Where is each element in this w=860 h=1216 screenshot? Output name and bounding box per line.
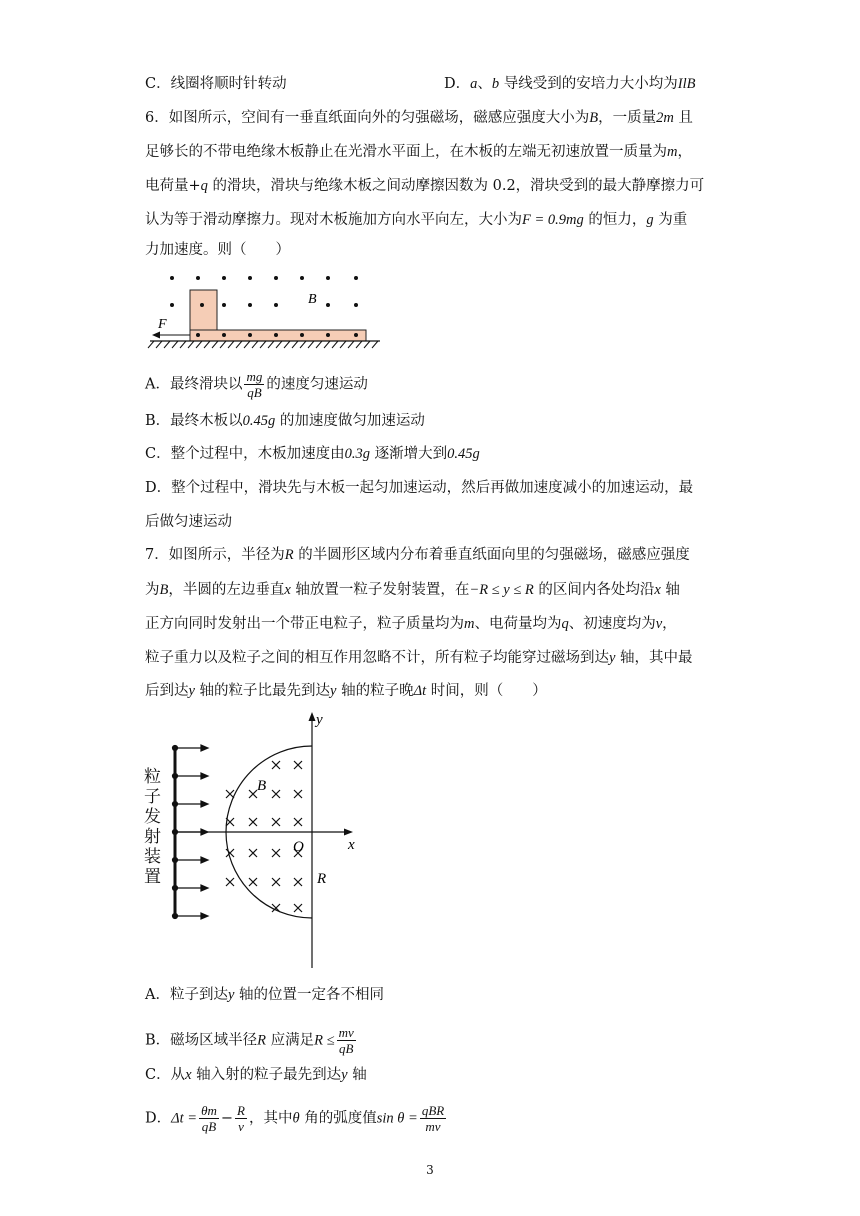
q6-stem-line-2: 足够长的不带电绝缘木板静止在光滑水平面上，在木板的左端无初速放置一质量为m，: [145, 144, 692, 160]
q7-stem-line-1: 7．如图所示，半径为R 的半圆形区域内分布着垂直纸面向里的匀强磁场，磁感应强度: [145, 547, 690, 563]
q7-stem-line-2: 为B，半圆的左边垂直x 轴放置一粒子发射装置，在−R ≤ y ≤ R 的区间内各处均沿x 轴: [145, 582, 680, 598]
field-label-b: B: [257, 778, 267, 794]
q5-option-d: D．a、b 导线受到的安培力大小均为IlB: [444, 76, 696, 92]
svg-text:射: 射: [144, 827, 161, 846]
q6-option-d-line-1: D．整个过程中，滑块先与木板一起匀加速运动，然后再做加速度减小的加速运动，最: [145, 480, 694, 496]
radius-label-r: R: [317, 871, 327, 887]
q6-option-b: B．最终木板以0.45g 的加速度做匀加速运动: [145, 413, 425, 429]
q6-board-slider-figure: [140, 268, 390, 358]
q7-stem-line-5: 后到达y 轴的粒子比最先到达y 轴的粒子晚Δt 时间，则（ ）: [145, 683, 547, 699]
q6-stem-line-4: 认为等于滑动摩擦力。现对木板施加方向水平向左，大小为F = 0.9mg 的恒力，g 为重: [145, 212, 688, 228]
q6-stem-line-1: 6．如图所示，空间有一垂直纸面向外的匀强磁场，磁感应强度大小为B，一质量2m 且: [145, 110, 693, 126]
ground-hatch: [148, 341, 378, 348]
force-label-f: F: [158, 317, 167, 332]
q7-semicircle-field-figure: [140, 708, 380, 973]
q6-option-a: A．最终滑块以 $\frac{mg}{qB}$ 的速度匀速运动: [145, 369, 368, 400]
q7-option-a: A．粒子到达y 轴的位置一定各不相同: [145, 987, 385, 1003]
device-label: [144, 767, 161, 886]
svg-text:粒: 粒: [144, 767, 161, 786]
q7-stem-line-3: 正方向同时发射出一个带正电粒子，粒子质量均为m、电荷量均为q、初速度均为v，: [145, 616, 677, 632]
q6-stem-line-3: 电荷量+q 的滑块，滑块与绝缘木板之间动摩擦因数为 0.2，滑块受到的最大静摩擦力可: [145, 178, 705, 194]
q5-option-c: C．线圈将顺时针转动: [145, 76, 287, 92]
insulating-board: [190, 330, 366, 341]
q7-stem-line-4: 粒子重力以及粒子之间的相互作用忽略不计，所有粒子均能穿过磁场到达y 轴，其中最: [145, 650, 693, 666]
x-axis-label: x: [348, 837, 355, 853]
y-axis-label: y: [316, 712, 323, 728]
svg-text:子: 子: [144, 787, 161, 806]
slider-block: [190, 290, 217, 330]
q6-option-c: C．整个过程中，木板加速度由0.3g 逐渐增大到0.45g: [145, 446, 480, 462]
q6-option-d-line-2: 后做匀速运动: [145, 514, 232, 530]
svg-text:装: 装: [144, 847, 161, 866]
q6-stem-line-5: 力加速度。则（ ）: [145, 242, 290, 258]
q7-option-d: D．Δt = $\frac{\theta m}{qB}$ − $\frac{R}{v}$ ，其中θ 角的弧度值sin θ = $\frac{\text{qBR}}{mv}$: [145, 1103, 445, 1134]
field-label-b: B: [308, 292, 317, 307]
page-number: 3: [426, 1163, 434, 1177]
svg-text:发: 发: [144, 807, 161, 826]
q7-option-b: B．磁场区域半径R 应满足R ≤ $\frac{mv}{qB}$: [145, 1025, 354, 1056]
svg-text:置: 置: [144, 867, 161, 886]
origin-label-o: O: [293, 839, 304, 855]
q7-option-c: C．从x 轴入射的粒子最先到达y 轴: [145, 1067, 367, 1083]
